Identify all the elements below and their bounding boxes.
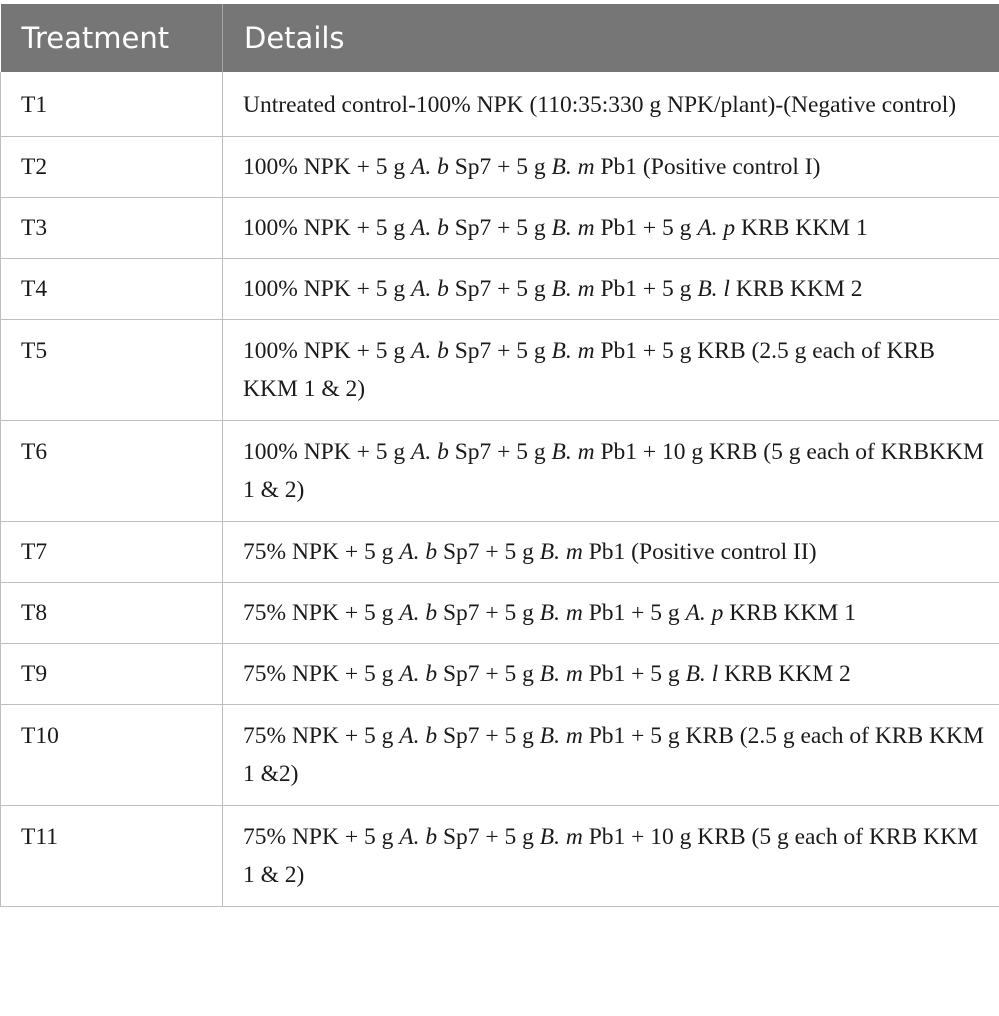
table-row xyxy=(1,522,999,583)
detail-text: KRB KKM 2 xyxy=(729,276,863,302)
detail-text: KRB KKM 1 xyxy=(735,215,868,241)
species-abbrev: B. l xyxy=(685,661,719,687)
species-abbrev: B. m xyxy=(539,600,583,626)
table-header xyxy=(1,4,999,72)
species-abbrev: A. b xyxy=(410,215,449,241)
species-abbrev: B. l xyxy=(697,276,730,302)
table-row xyxy=(1,320,999,421)
species-abbrev: A. b xyxy=(410,154,449,180)
detail-text: Pb1 + 5 g KRB (2.5 g each of KRB KKM 1 & 2) xyxy=(243,338,935,402)
table-row xyxy=(1,806,999,907)
detail-text: Pb1 + 5 g xyxy=(594,215,698,241)
detail-text: Sp7 + 5 g xyxy=(437,824,540,850)
detail-text: 75% NPK + 5 g xyxy=(243,600,400,626)
detail-text: KRB KKM 2 xyxy=(718,661,851,687)
species-abbrev: B. m xyxy=(551,215,595,241)
table-row xyxy=(1,259,999,320)
detail-text: Pb1 + 10 g KRB (5 g each of KRB KKM 1 & 2) xyxy=(243,824,978,888)
species-abbrev: A. b xyxy=(399,539,438,565)
species-abbrev: B. m xyxy=(551,276,595,302)
species-abbrev: B. m xyxy=(539,539,583,565)
header-details: Details xyxy=(223,4,999,72)
treatment-details xyxy=(223,421,999,522)
detail-text: Pb1 (Positive control I) xyxy=(594,154,821,180)
detail-text: Sp7 + 5 g xyxy=(448,154,552,180)
species-abbrev: A. p xyxy=(685,600,724,626)
table-row xyxy=(1,72,999,137)
detail-text: Pb1 + 5 g xyxy=(594,276,698,302)
treatment-id: T9 xyxy=(1,644,223,705)
species-abbrev: B. m xyxy=(551,338,595,364)
header-treatment: Treatment xyxy=(1,4,223,72)
detail-text: Sp7 + 5 g xyxy=(448,276,552,302)
table-row xyxy=(1,583,999,644)
species-abbrev: A. b xyxy=(399,600,438,626)
detail-text: KRB KKM 1 xyxy=(723,600,856,626)
species-abbrev: B. m xyxy=(539,723,583,749)
treatment-details xyxy=(223,806,999,907)
detail-text: Pb1 + 5 g xyxy=(582,661,686,687)
treatment-details xyxy=(223,644,999,705)
detail-text: Sp7 + 5 g xyxy=(448,338,552,364)
treatment-id: T8 xyxy=(1,583,223,644)
treatment-id: T3 xyxy=(1,198,223,259)
detail-text: Sp7 + 5 g xyxy=(448,215,552,241)
treatment-details xyxy=(223,522,999,583)
table-row xyxy=(1,644,999,705)
detail-text: 100% NPK + 5 g xyxy=(243,215,411,241)
species-abbrev: A. b xyxy=(410,439,449,465)
species-abbrev: B. m xyxy=(551,439,595,465)
detail-text: 100% NPK + 5 g xyxy=(243,338,411,364)
treatment-id: T10 xyxy=(1,705,223,806)
detail-text: 100% NPK + 5 g xyxy=(243,439,411,465)
treatment-details xyxy=(223,72,999,137)
species-abbrev: B. m xyxy=(539,661,583,687)
detail-text: 100% NPK + 5 g xyxy=(243,276,411,302)
species-abbrev: A. b xyxy=(410,276,449,302)
detail-text: Pb1 + 5 g KRB (2.5 g each of KRB KKM 1 &2) xyxy=(243,723,984,787)
detail-text: 75% NPK + 5 g xyxy=(243,723,400,749)
detail-text: 75% NPK + 5 g xyxy=(243,539,400,565)
table-row xyxy=(1,137,999,198)
treatment-details xyxy=(223,705,999,806)
table-row xyxy=(1,198,999,259)
detail-text: Untreated control-100% NPK (110:35:330 g NPK/plant)-(Negative control) xyxy=(243,92,957,118)
treatment-details xyxy=(223,320,999,421)
detail-text: Sp7 + 5 g xyxy=(437,600,540,626)
treatment-details xyxy=(223,583,999,644)
treatment-id: T6 xyxy=(1,421,223,522)
table-body xyxy=(1,72,999,907)
detail-text: Sp7 + 5 g xyxy=(437,539,540,565)
species-abbrev: A. b xyxy=(410,338,449,364)
detail-text: Sp7 + 5 g xyxy=(448,439,552,465)
detail-text: 100% NPK + 5 g xyxy=(243,154,411,180)
treatment-id: T5 xyxy=(1,320,223,421)
treatment-details xyxy=(223,137,999,198)
treatment-details xyxy=(223,259,999,320)
detail-text: Pb1 (Positive control II) xyxy=(582,539,817,565)
treatment-id: T7 xyxy=(1,522,223,583)
treatment-id: T2 xyxy=(1,137,223,198)
treatment-id: T11 xyxy=(1,806,223,907)
treatment-id: T4 xyxy=(1,259,223,320)
detail-text: 75% NPK + 5 g xyxy=(243,661,400,687)
detail-text: Pb1 + 5 g xyxy=(582,600,686,626)
treatment-details xyxy=(223,198,999,259)
treatment-id: T1 xyxy=(1,72,223,137)
species-abbrev: A. b xyxy=(399,723,438,749)
species-abbrev: B. m xyxy=(539,824,583,850)
detail-text: 75% NPK + 5 g xyxy=(243,824,400,850)
species-abbrev: A. b xyxy=(399,824,438,850)
table-row xyxy=(1,705,999,806)
table-row xyxy=(1,421,999,522)
species-abbrev: B. m xyxy=(551,154,595,180)
species-abbrev: A. b xyxy=(399,661,438,687)
detail-text: Sp7 + 5 g xyxy=(437,723,540,749)
species-abbrev: A. p xyxy=(697,215,736,241)
treatment-table xyxy=(0,4,999,907)
detail-text: Sp7 + 5 g xyxy=(437,661,540,687)
detail-text: Pb1 + 10 g KRB (5 g each of KRBKKM 1 & 2) xyxy=(243,439,984,503)
